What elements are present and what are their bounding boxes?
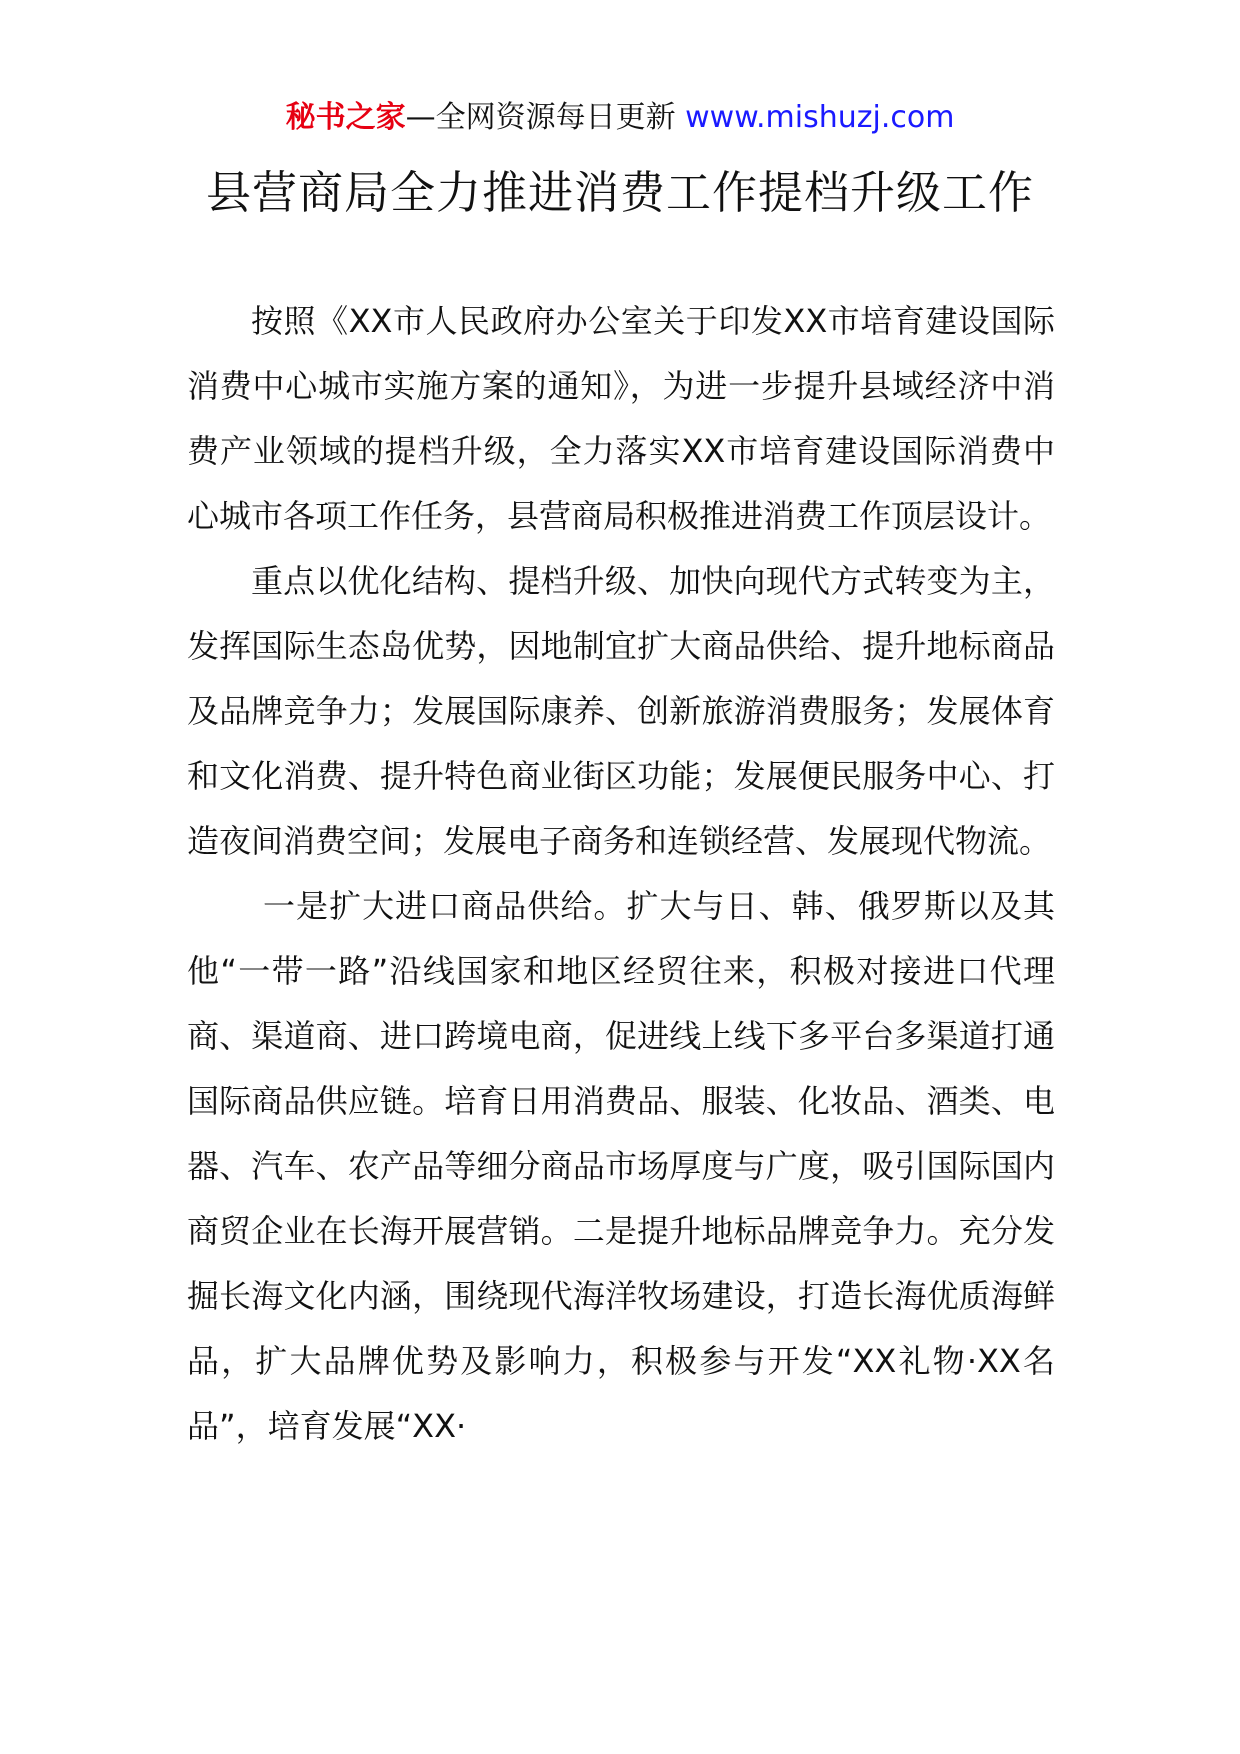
document-body: [187, 289, 1055, 1459]
paragraph-2: 重点以优化结构、提档升级、加快向现代方式转变为主，发挥国际生态岛优势，因地制宜扩大商品供给、提升地标商品及品牌竞争力；发展国际康养、创新旅游消费服务；发展体育和文化消费、提升特色商业街区功能；发展便民服务中心、打造夜间消费空间；发展电子商务和连锁经营、发展现代物流。: [187, 562, 1055, 860]
brand-name: 秘书之家: [285, 100, 406, 135]
site-header: [0, 98, 1240, 138]
site-url-link[interactable]: www.mishuzj.com: [685, 100, 955, 135]
header-tagline: —全网资源每日更新: [405, 100, 676, 135]
document-title: 县营商局全力推进消费工作提档升级工作: [205, 166, 1034, 219]
paragraph-1: 按照《XX市人民政府办公室关于印发XX市培育建设国际消费中心城市实施方案的通知》，为进一步提升县域经济中消费产业领域的提档升级，全力落实XX市培育建设国际消费中心城市各项工作任务，县营商局积极推进消费工作顶层设计。: [187, 302, 1055, 535]
paragraph-3: 一是扩大进口商品供给。扩大与日、韩、俄罗斯以及其他“一带一路”沿线国家和地区经贸往来，积极对接进口代理商、渠道商、进口跨境电商，促进线上线下多平台多渠道打通国际商品供应链。培育日用消费品、服装、化妆品、酒类、电器、汽车、农产品等细分商品市场厚度与广度，吸引国际国内商贸企业在长海开展营销。二是提升地标品牌竞争力。充分发掘长海文化内涵，围绕现代海洋牧场建设，打造长海优质海鲜品，扩大品牌优势及影响力，积极参与开发“XX礼物·XX名品”，培育发展“XX·: [187, 887, 1055, 1445]
